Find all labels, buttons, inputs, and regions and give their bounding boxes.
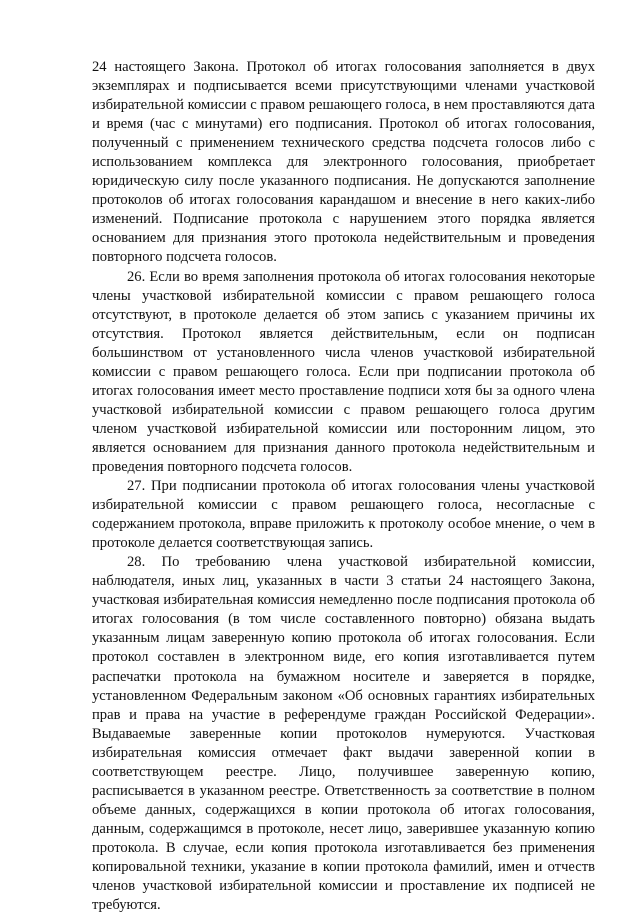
document-page (92, 58, 595, 915)
paragraph-28: 28. По требованию члена участковой избирательной комиссии, наблюдателя, иных лиц, указанных в части 3 статьи 24 настоящего Закона, участковая избирательная комиссия немедленно после подписания протокола об итогах голосования (в том числе составленного повторно) обязана выдать указанным лицам заверенную копию протокола об итогах голосования. Если протокол составлен в электронном виде, его копия изготавливается путем распечатки протокола на бумажном носителе и заверяется в порядке, установленном Федеральным законом «Об основных гарантиях избирательных прав и права на участие в референдуме граждан Российской Федерации». Выдаваемые заверенные копии протоколов нумеруются. Участковая избирательная комиссия отмечает факт выдачи заверенной копии в соответствующем реестре. Лицо, получившее заверенную копию, расписывается в указанном реестре. Ответственность за соответствие в полном объеме данных, содержащихся в копии протокола об итогах голосования, данным, содержащимся в протоколе, несет лицо, заверившее указанную копию протокола. В случае, если копия протокола изготавливается без применения копировальной техники, указание в копии протокола фамилий, имен и отчеств членов участковой избирательной комиссии и проставление их подписей не требуются. (92, 554, 595, 914)
paragraph-26: 26. Если во время заполнения протокола об итогах голосования некоторые члены участковой избирательной комиссии с правом решающего голоса отсутствуют, в протоколе делается об этом запись с указанием причины их отсутствия. Протокол является действительным, если он подписан большинством от установленного числа членов участковой избирательной комиссии с правом решающего голоса. Если при подписании протокола об итогах голосования имеет место проставление подписи хотя бы за одного члена участковой избирательной комиссии с правом решающего голоса другим членом участковой избирательной комиссии или посторонним лицом, это является основанием для признания данного протокола недействительным и проведения повторного подсчета голосов. (92, 268, 595, 475)
paragraph-27: 27. При подписании протокола об итогах голосования члены участковой избирательной комиссии с правом решающего голоса, несогласные с содержанием протокола, вправе приложить к протоколу особое мнение, о чем в протоколе делается соответствующая запись. (92, 478, 595, 552)
paragraph-continuation: 24 настоящего Закона. Протокол об итогах голосования заполняется в двух экземплярах и подписывается всеми присутствующими членами участковой избирательной комиссии с правом решающего голоса, в нем проставляются дата и время (час с минутами) его подписания. Протокол об итогах голосования, полученный с применением технического средства подсчета голосов либо с использованием комплекса для электронного голосования, приобретает юридическую силу после указанного подписания. Не допускаются заполнение протоколов об итогах голосования карандашом и внесение в него каких-либо изменений. Подписание протокола с нарушением этого порядка является основанием для признания этого протокола недействительным и проведения повторного подсчета голосов. (92, 59, 595, 266)
